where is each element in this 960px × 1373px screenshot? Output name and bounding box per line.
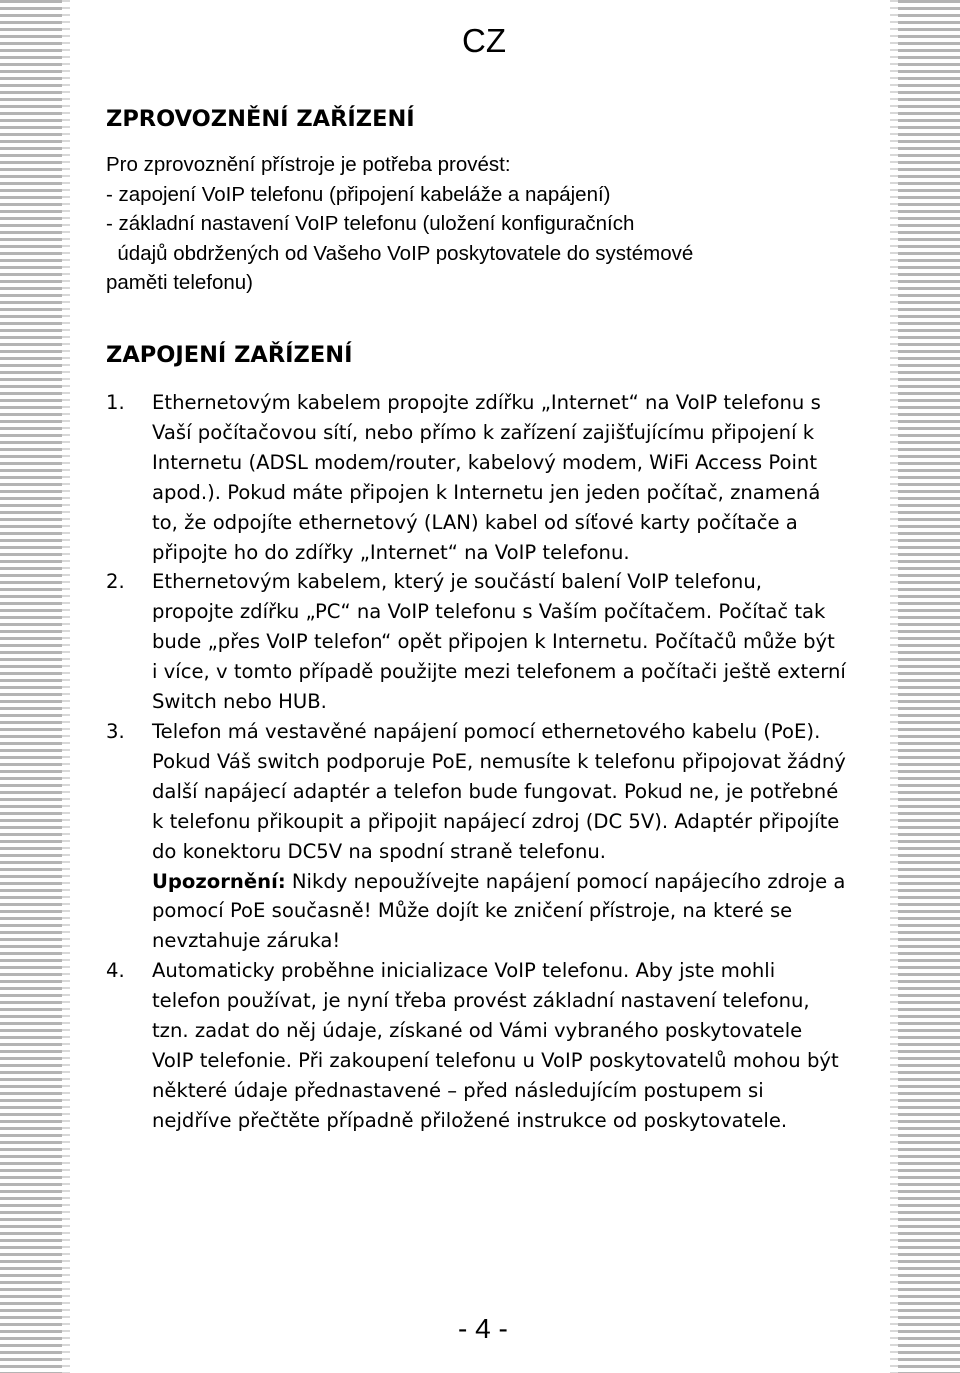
page-number: - 4 - xyxy=(458,1313,508,1344)
intro-line: Pro zprovoznění přístroje je potřeba provést: xyxy=(106,153,511,176)
list-item xyxy=(106,717,846,956)
list-item xyxy=(106,388,846,567)
warning-label: Upozornění: xyxy=(152,869,286,893)
list-item xyxy=(106,567,846,717)
intro-line: údajů obdržených od Vašeho VoIP poskytovatele do systémové xyxy=(106,241,694,265)
intro-paragraph xyxy=(106,150,846,298)
item-number: 2. xyxy=(106,570,125,594)
item-text: Ethernetovým kabelem, který je součástí balení VoIP telefonu, propojte zdířku „PC“ na VoIP telefonu s Vaším počítačem. Počítač tak bude „přes VoIP telefon“ opět připojen k Internetu. Počítačů může být i více, v tomto případě použijte mezi telefonem a počítači ještě externí Switch nebo HUB. xyxy=(152,570,846,714)
item-number: 4. xyxy=(106,959,125,983)
section-title-startup: ZPROVOZNĚNÍ ZAŘÍZENÍ xyxy=(106,106,415,132)
left-border-decoration xyxy=(0,0,62,1373)
item-text: Ethernetovým kabelem propojte zdířku „Internet“ na VoIP telefonu s Vaší počítačovou sítí, nebo přímo k zařízení zajišťujícímu připojení k Internetu (ADSL modem/router, kabelový modem, WiFi Access Point apod.). Pokud máte připojen k Internetu jen jeden počítač, znamená to, že odpojíte ethernetový (LAN) kabel od síťové karty počítače a připojte ho do zdířky „Internet“ na VoIP telefonu. xyxy=(152,391,821,564)
intro-line: - zapojení VoIP telefonu (připojení kabeláže a napájení) xyxy=(106,182,611,206)
warning-paragraph xyxy=(152,867,846,957)
item-text: Telefon má vestavěné napájení pomocí ethernetového kabelu (PoE). Pokud Váš switch podporuje PoE, nemusíte k telefonu připojovat žádný další napájecí adaptér a telefon bude fungovat. Pokud ne, je potřebné k telefonu přikoupit a připojit napájecí zdroj (DC 5V). Adaptér připojíte do konektoru DC5V na spodní straně telefonu. xyxy=(152,719,846,863)
item-text: Automaticky proběhne inicializace VoIP telefonu. Aby jste mohli telefon používat, je nyní třeba provést základní nastavení telefonu, tzn. zadat do něj údaje, získané od Vámi vybraného poskytovatele VoIP telefonie. Při zakoupení telefonu u VoIP poskytovatelů mohou být některé údaje přednastavené – před následujícím postupem si nejdříve přečtěte případně přiložené instrukce od poskytovatele. xyxy=(152,959,839,1132)
item-number: 1. xyxy=(106,391,125,414)
section-title-connection: ZAPOJENÍ ZAŘÍZENÍ xyxy=(106,342,353,368)
right-border-decoration xyxy=(898,0,960,1373)
language-label: CZ xyxy=(462,22,506,59)
intro-line: paměti telefonu) xyxy=(106,271,254,294)
item-number: 3. xyxy=(106,719,125,743)
left-inner-border-decoration xyxy=(62,0,70,1373)
right-inner-border-decoration xyxy=(890,0,898,1373)
instruction-list xyxy=(106,388,846,1136)
intro-line: - základní nastavení VoIP telefonu (uložení konfiguračních xyxy=(106,212,635,235)
list-item xyxy=(106,956,846,1135)
warning-text: Nikdy nepoužívejte napájení pomocí napájecího zdroje a pomocí PoE současně! Může dojít ke zničení přístroje, na které se nevztahuje záruka! xyxy=(152,869,846,953)
